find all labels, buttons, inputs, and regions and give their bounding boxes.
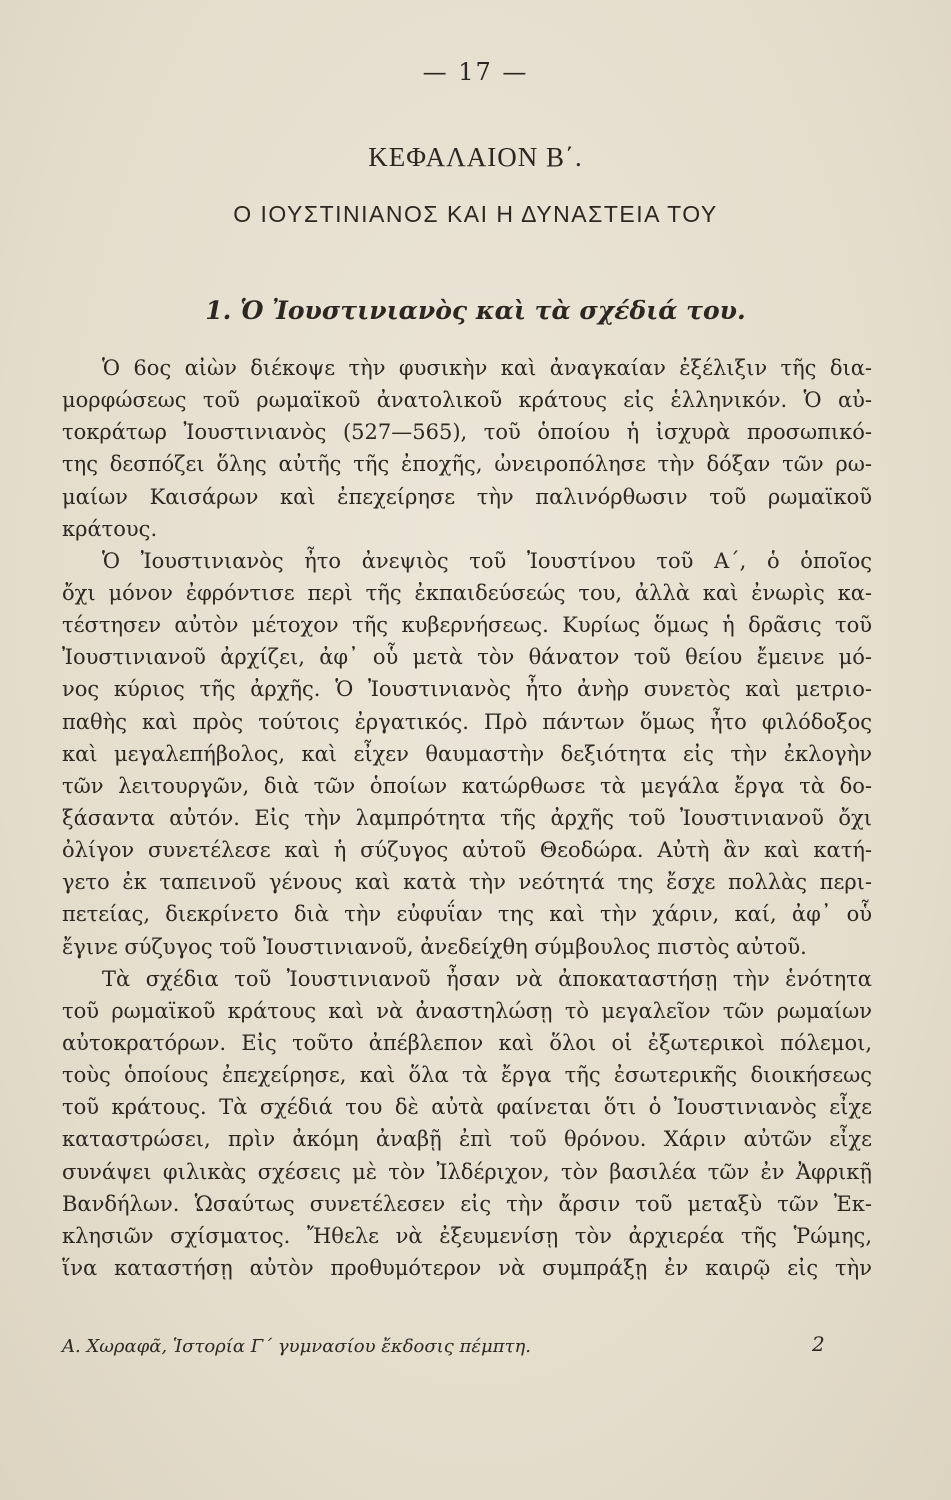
section-heading: 1. Ὁ Ἰουστινιανὸς καὶ τὰ σχέδιά του. [205,296,746,325]
text-line: μορφώσεως τοῦ ρωμαϊκοῦ ἀνατολικοῦ κράτους εἰς ἑλληνικόν. Ὁ αὐ- [62,388,872,413]
text-line: Ὁ Ἰουστινιανὸς ἦτο ἀνεψιὸς τοῦ Ἰουστίνου τοῦ Α΄, ὁ ὁποῖος [102,548,872,573]
text-line: πετείας, διεκρίνετο διὰ τὴν εὐφυΐαν της καὶ τὴν χάριν, καί, ἀφ᾽ οὗ [62,902,872,927]
text-line: ξάσαντα αὐτόν. Εἰς τὴν λαμπρότητα τῆς ἀρχῆς τοῦ Ἰουστινιανοῦ ὄχι [62,805,872,830]
text-line: Ἰουστινιανοῦ ἀρχίζει, ἀφ᾽ οὗ μετὰ τὸν θάνατον τοῦ θείου ἔμεινε μό- [62,645,872,670]
text-line: κλησιῶν σχίσματος. Ἤθελε νὰ ἐξευμενίσῃ τὸν ἀρχιερέα τῆς Ῥώμης, [62,1223,872,1248]
text-line: Ὁ 6ος αἰὼν διέκοψε τὴν φυσικὴν καὶ ἀναγκαίαν ἐξέλιξιν τῆς δια- [102,356,872,380]
text-line: της δεσπόζει ὅλης αὐτῆς τῆς ἐποχῆς, ὠνειροπόλησε τὴν δόξαν τῶν ρω- [62,452,872,477]
text-line: νος κύριος τῆς ἀρχῆς. Ὁ Ἰουστινιανὸς ἦτο ἀνὴρ συνετὸς καὶ μετριο- [62,677,872,702]
text-line: τέστησεν αὐτὸν μέτοχον τῆς κυβερνήσεως. Κυρίως ὅμως ἡ δρᾶσις τοῦ [62,613,872,638]
text-line: τοῦ ρωμαϊκοῦ κράτους καὶ νὰ ἀναστηλώσῃ τὸ μεγαλεῖον τῶν ρωμαίων [62,998,872,1023]
text-line: γετο ἐκ ταπεινοῦ γένους καὶ κατὰ τὴν νεότητά της ἔσχε πολλὰς περι- [62,870,872,895]
text-line: παθὴς καὶ πρὸς τούτοις ἐργατικός. Πρὸ πάντων ὅμως ἦτο φιλόδοξος [62,709,872,734]
text-line: καταστρώσει, πρὶν ἀκόμη ἀναβῇ ἐπὶ τοῦ θρόνου. Χάριν αὐτῶν εἶχε [62,1127,872,1152]
text-line: ὀλίγον συνετέλεσε καὶ ἡ σύζυγος αὐτοῦ Θεοδώρα. Αὐτὴ ἂν καὶ κατή- [62,838,872,863]
text-line: ἔγινε σύζυγος τοῦ Ἰουστινιανοῦ, ἀνεδείχθη σύμβουλος πιστὸς αὐτοῦ. [62,934,807,959]
text-line: τοῦ κράτους. Τὰ σχέδιά του δὲ αὐτὰ φαίνεται ὅτι ὁ Ἰουστινιανὸς εἶχε [62,1095,872,1120]
signature-number: 2 [812,1332,825,1356]
page-number: — 17 — [422,58,529,86]
text-line: τοκράτωρ Ἰουστινιανὸς (527—565), τοῦ ὁποίου ἡ ἰσχυρὰ προσωπικό- [62,420,872,445]
text-line: τοὺς ὁποίους ἐπεχείρησε, καὶ ὅλα τὰ ἔργα τῆς ἐσωτερικῆς διοικήσεως [62,1063,872,1088]
text-line: Τὰ σχέδια τοῦ Ἰουστινιανοῦ ἦσαν νὰ ἀποκαταστήσῃ τὴν ἑνότητα [102,966,872,991]
text-line: συνάψει φιλικὰς σχέσεις μὲ τὸν Ἰλδέριχον, τὸν βασιλέα τῶν ἐν Ἀφρικῇ [62,1159,872,1184]
text-line: αὐτοκρατόρων. Εἰς τοῦτο ἀπέβλεπον καὶ ὅλοι οἱ ἐξωτερικοὶ πόλεμοι, [62,1030,872,1055]
text-line: Βανδήλων. Ὡσαύτως συνετέλεσεν εἰς τὴν ἄρσιν τοῦ μεταξὺ τῶν Ἐκ- [62,1191,872,1216]
text-line: κράτους. [62,516,158,541]
body-text [62,352,872,1284]
chapter-title: ΚΕΦΑΛΑΙΟΝ Β΄. [368,142,583,172]
text-line: μαίων Καισάρων καὶ ἐπεχείρησε τὴν παλινόρθωσιν τοῦ ρωμαϊκοῦ [62,484,872,509]
text-line: ὄχι μόνον ἐφρόντισε περὶ τῆς ἐκπαιδεύσεώς του, ἀλλὰ καὶ ἐνωρὶς κα- [62,580,872,605]
text-line: τῶν λειτουργῶν, διὰ τῶν ὁποίων κατώρθωσε τὰ μεγάλα ἔργα τὰ δο- [62,773,872,798]
text-line: ἵνα καταστήσῃ αὐτὸν προθυμότερον νὰ συμπράξῃ ἐν καιρῷ εἰς τὴν [62,1255,872,1280]
part-title: Ο ΙΟΥΣΤΙΝΙΑΝΟΣ ΚΑΙ Η ΔΥΝΑΣΤΕΙΑ ΤΟΥ [233,201,718,227]
footer-imprint: Α. Χωραφᾶ, Ἱστορία Γ΄ γυμνασίου ἔκδοσις πέμπτη. [62,1336,532,1357]
text-line: καὶ μεγαλεπήβολος, καὶ εἶχεν θαυμαστὴν δεξιότητα εἰς τὴν ἐκλογὴν [62,741,872,766]
